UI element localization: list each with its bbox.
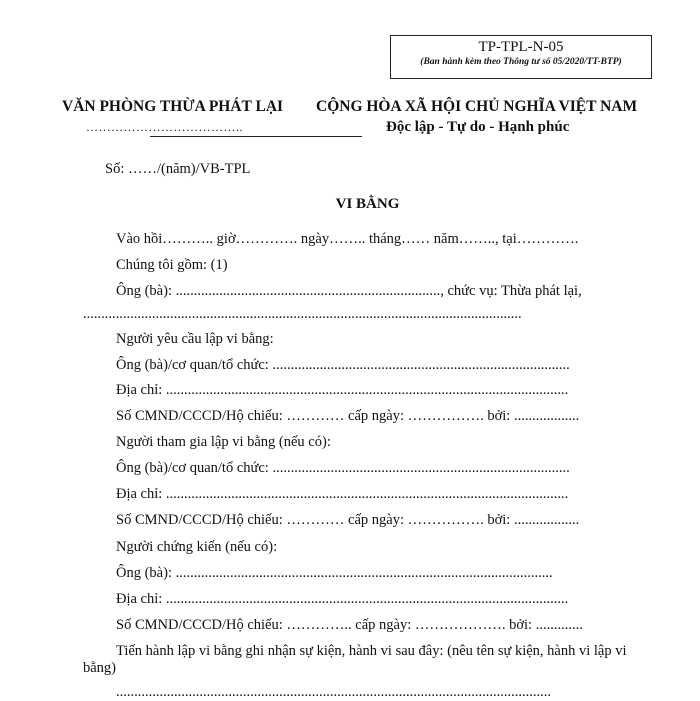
- requester-heading: Người yêu cầu lập vi bằng:: [116, 331, 274, 347]
- document-number: Số: ……/(năm)/VB-TPL: [105, 161, 251, 177]
- participant-address-line: Địa chỉ: ...............................................................................................................: [116, 486, 569, 502]
- witness-id-line: Số CMND/CCCD/Hộ chiếu: ………….. cấp ngày: ………………. bởi: .............: [116, 617, 583, 633]
- final-dots-line: ........................................................................................................................: [116, 684, 551, 700]
- form-code-box: [390, 35, 652, 79]
- office-dots: ………………………………..: [86, 120, 243, 134]
- office-underline: [150, 136, 362, 137]
- proceed-line: Tiến hành lập vi bằng ghi nhận sự kiện, hành vi sau đây: (nêu tên sự kiện, hành vi lập vi bằng): [83, 643, 627, 676]
- witness-heading: Người chứng kiến (nếu có):: [116, 539, 278, 555]
- form-code: TP-TPL-N-05: [478, 39, 564, 55]
- document-title: VI BẰNG: [335, 196, 400, 212]
- time-place-line: Vào hồi……….. giờ…………. ngày…….. tháng…… năm…….., tại………….: [116, 231, 579, 247]
- form-issuance-note: (Ban hành kèm theo Thông tư số 05/2020/TT-BTP): [420, 57, 622, 67]
- officer-line: Ông (bà): ........................................................................., chức vụ: Thừa phát lại,: [116, 283, 582, 299]
- witness-name-line: Ông (bà): ........................................................................................................: [116, 565, 553, 581]
- nation-name: CỘNG HÒA XÃ HỘI CHỦ NGHĨA VIỆT NAM: [316, 98, 638, 115]
- participant-id-line: Số CMND/CCCD/Hộ chiếu: ………… cấp ngày: ……………. bởi: ..................: [116, 512, 580, 528]
- participant-name-line: Ông (bà)/cơ quan/tổ chức: ..................................................................................: [116, 460, 570, 476]
- requester-address-line: Địa chỉ: ...............................................................................................................: [116, 382, 569, 398]
- office-name: VĂN PHÒNG THỪA PHÁT LẠI: [62, 98, 284, 115]
- requester-name-line: Ông (bà)/cơ quan/tổ chức: ..................................................................................: [116, 357, 570, 373]
- national-motto: Độc lập - Tự do - Hạnh phúc: [386, 119, 570, 135]
- officer-continuation: .........................................................................................................................: [83, 306, 522, 322]
- participant-heading: Người tham gia lập vi bằng (nếu có):: [116, 434, 331, 450]
- we-include-line: Chúng tôi gồm: (1): [116, 257, 228, 273]
- witness-address-line: Địa chỉ: ...............................................................................................................: [116, 591, 569, 607]
- requester-id-line: Số CMND/CCCD/Hộ chiếu: ………… cấp ngày: ……………. bởi: ..................: [116, 408, 580, 424]
